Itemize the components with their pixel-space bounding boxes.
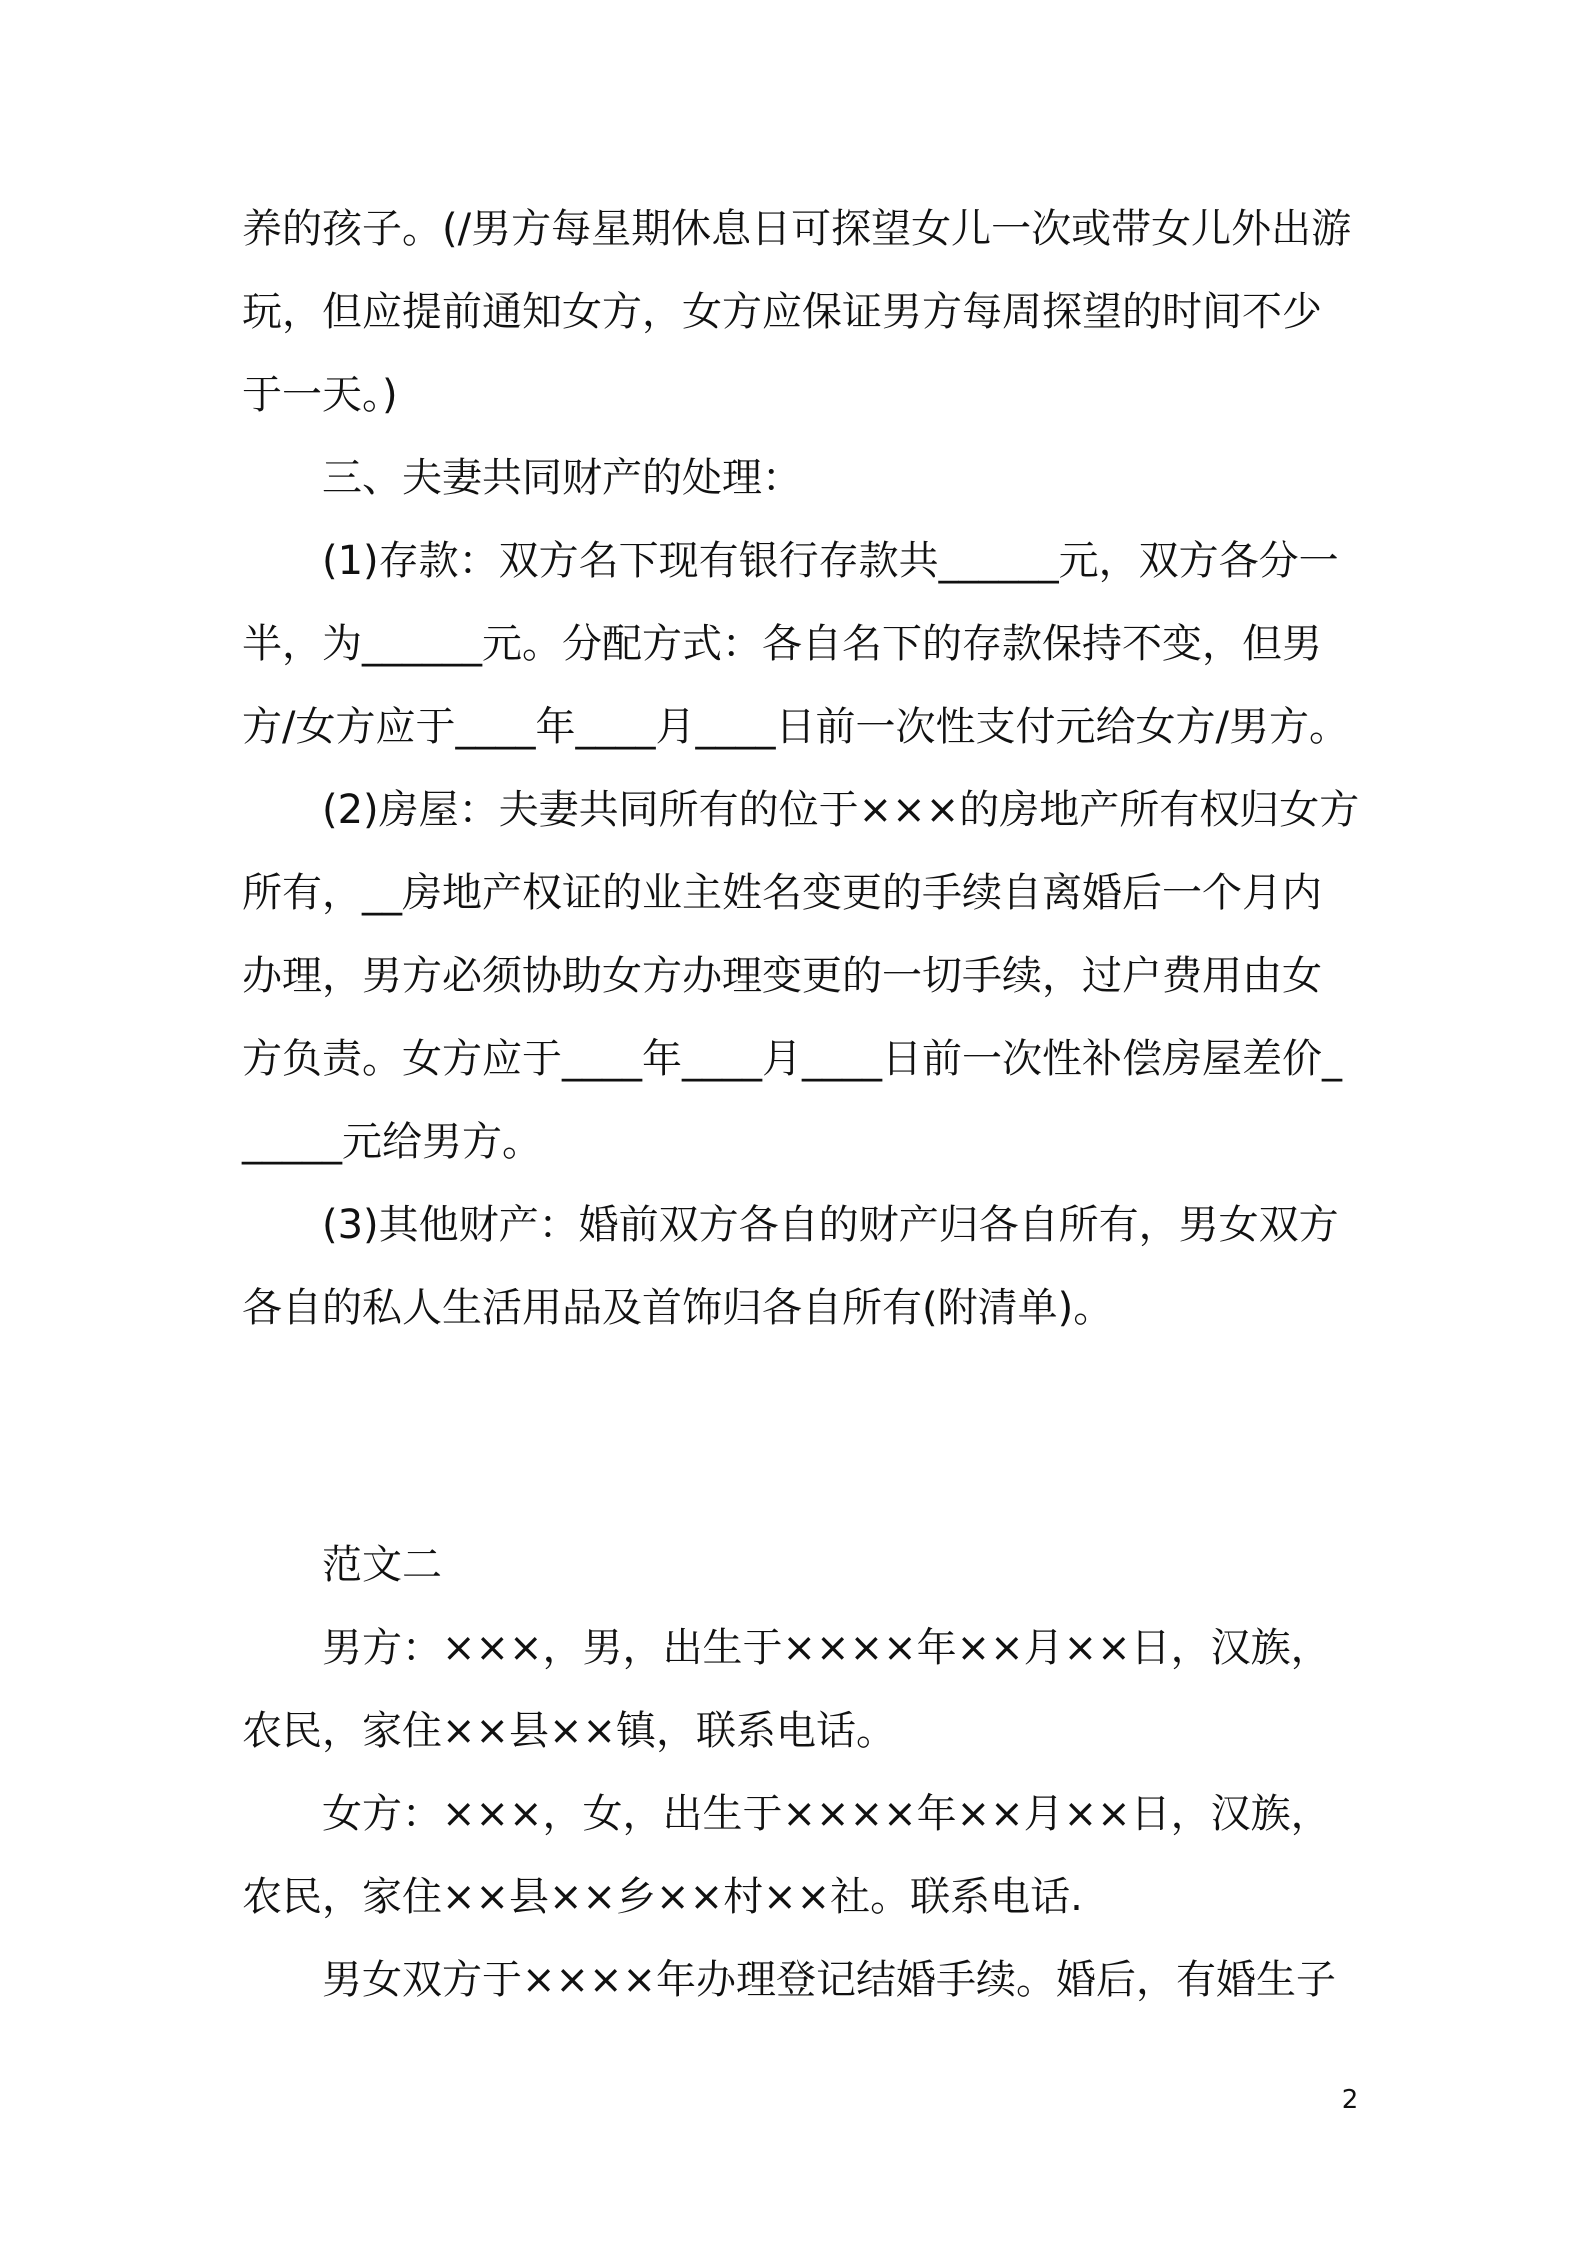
page-number: 2 xyxy=(1341,2085,1359,2115)
savings-paragraph: (1)存款：双方名下现有银行存款共______元，双方各分一半，为______元。分配方式：各自名下的存款保持不变，但男方/女方应于____年____月____日前一次性支付元给女方/男方。 xyxy=(242,538,1349,750)
property-division-heading: 三、夫妻共同财产的处理： xyxy=(322,455,802,501)
sample-two-title: 范文二 xyxy=(322,1542,442,1588)
sample-two-section xyxy=(242,1524,1360,2022)
house-paragraph: (2)房屋：夫妻共同所有的位于×××的房地产所有权归女方所有，__房地产权证的业主姓名变更的手续自离婚后一个月内办理，男方必须协助女方办理变更的一切手续，过户费用由女方负责。女方应于____年____月____日前一次性补偿房屋差价______元给男方。 xyxy=(242,787,1360,1165)
marriage-paragraph: 男女双方于××××年办理登记结婚手续。婚后，有婚生子 xyxy=(322,1957,1337,2003)
female-party-paragraph: 女方：×××，女，出生于××××年××月××日，汉族，农民，家住××县××乡××村××社。联系电话. xyxy=(242,1791,1331,1920)
other-property-paragraph: (3)其他财产：婚前双方各自的财产归各自所有，男女双方各自的私人生活用品及首饰归各自所有(附清单)。 xyxy=(242,1202,1339,1331)
male-party-paragraph: 男方：×××，男，出生于××××年××月××日，汉族，农民，家住××县××镇，联系电话。 xyxy=(242,1625,1331,1754)
agreement-terms-section xyxy=(242,188,1360,1350)
visitation-paragraph: 养的孩子。(/男方每星期休息日可探望女儿一次或带女儿外出游玩，但应提前通知女方，女方应保证男方每周探望的时间不少于一天。) xyxy=(242,206,1352,418)
